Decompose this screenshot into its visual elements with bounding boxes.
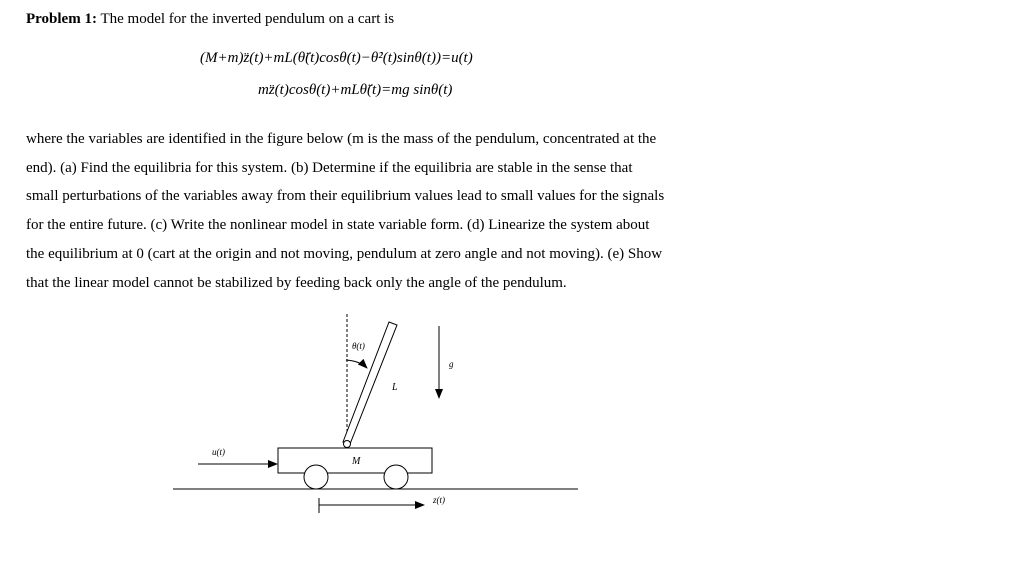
cart-mass-label: M <box>352 456 361 467</box>
paragraph-line-1: where the variables are identified in the figure below (m is the mass of the pendulum, concentrated at the <box>26 131 657 147</box>
paragraph-line-3: small perturbations of the variables away from their equilibrium values lead to small values for the signals <box>26 188 665 205</box>
position-label: z(t) <box>433 495 445 505</box>
equation-2: mz̈(t)cosθ(t)+mLθ̈(t)=mg sinθ(t) <box>258 82 453 98</box>
gravity-label: g <box>449 359 454 369</box>
theta-arc-arrow <box>346 360 367 368</box>
length-label: L <box>392 382 398 393</box>
paragraph-line-6: that the linear model cannot be stabilized by feeding back only the angle of the pendulum. <box>26 274 567 291</box>
problem-intro: The model for the inverted pendulum on a cart is <box>100 11 395 27</box>
problem-label: Problem 1: <box>26 11 97 27</box>
equation-1: (M+m)z̈(t)+mL(θ̈(t)cosθ(t)−θ̇²(t)sinθ(t))=u(t) <box>200 50 473 66</box>
paragraph-line-4: for the entire future. (c) Write the nonlinear model in state variable form. (d) Linearize the system about <box>26 217 650 234</box>
right-wheel <box>384 465 408 489</box>
force-label: u(t) <box>212 447 225 457</box>
pivot-joint <box>344 441 351 448</box>
paragraph-line-5: the equilibrium at 0 (cart at the origin and not moving, pendulum at zero angle and not moving). (e) Show <box>26 245 663 262</box>
theta-label: θ(t) <box>352 341 365 351</box>
paragraph-line-2: end). (a) Find the equilibria for this system. (b) Determine if the equilibria are stable in the sense that <box>26 159 633 176</box>
left-wheel <box>304 465 328 489</box>
